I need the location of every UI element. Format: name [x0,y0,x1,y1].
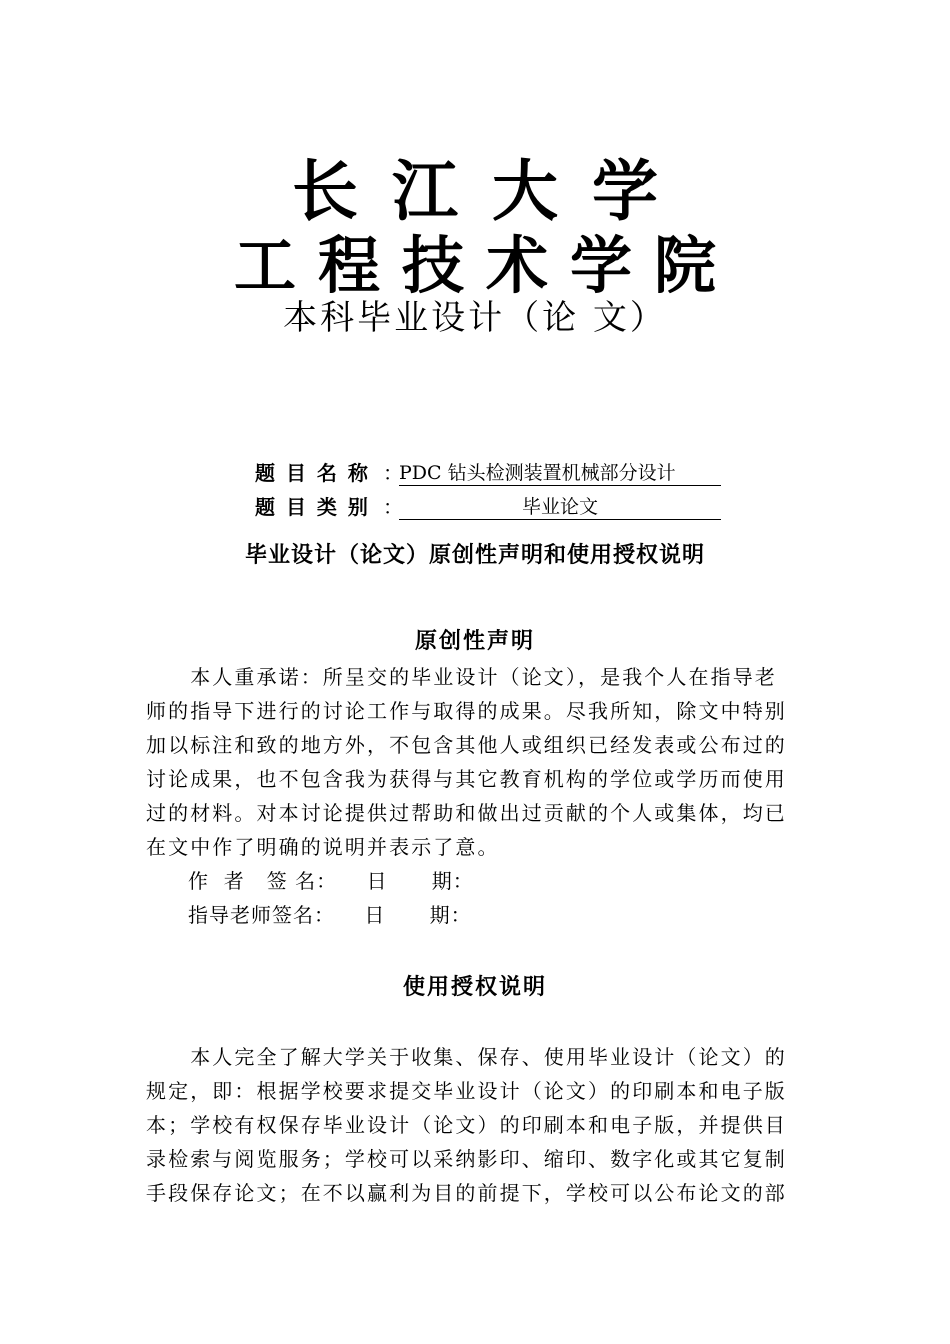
authorization-heading: 使用授权说明 [402,974,547,1000]
title-field [255,458,721,488]
paragraph-line: 讨论成果，也不包含我为获得与其它教育机构的学位或学历而使用 [146,767,787,791]
title-value: PDC 钻头检测装置机械部分设计 [399,461,721,486]
paragraph-line: 在文中作了明确的说明并表示了意。 [146,835,500,859]
paragraph-line: 本；学校有权保存毕业设计（论文）的印刷本和电子版，并提供目 [146,1113,787,1137]
originality-paragraph [146,660,808,864]
paragraph-line: 本人重承诺：所呈交的毕业设计（论文），是我个人在指导老 [146,665,777,689]
paragraph-line: 手段保存论文；在不以赢利为目的前提下，学校可以公布论文的部 [146,1181,787,1205]
title-colon: ： [383,461,403,485]
declaration-heading: 毕业设计（论文）原创性声明和使用授权说明 [244,542,705,568]
category-label: 题 目 类 别 [255,495,370,519]
paragraph-line: 师的指导下进行的讨论工作与取得的成果。尽我所知，除文中特别 [146,699,787,723]
category-colon: ： [383,495,403,519]
category-field [255,492,721,522]
college-name: 工程技术学院 [233,229,738,302]
advisor-signature-line: 指导老师签名： 日 期： [188,903,472,927]
paragraph-line: 本人完全了解大学关于收集、保存、使用毕业设计（论文）的 [146,1045,787,1069]
authorization-paragraph [146,1040,808,1210]
category-value: 毕业论文 [399,495,721,520]
paragraph-line: 加以标注和致的地方外，不包含其他人或组织已经发表或公布过的 [146,733,787,757]
author-signature-line: 作 者 签 名： 日 期： [188,869,474,893]
paragraph-line: 录检索与阅览服务；学校可以采纳影印、缩印、数字化或其它复制 [146,1147,787,1171]
university-name: 长江大学 [292,152,692,230]
paragraph-line: 规定，即：根据学校要求提交毕业设计（论文）的印刷本和电子版 [146,1079,787,1103]
originality-heading: 原创性声明 [414,628,535,654]
paragraph-line: 过的材料。对本讨论提供过帮助和做出过贡献的个人或集体，均已 [146,801,787,825]
title-label: 题 目 名 称 [255,461,370,485]
document-type: 本科毕业设计（论 文） [283,298,667,338]
